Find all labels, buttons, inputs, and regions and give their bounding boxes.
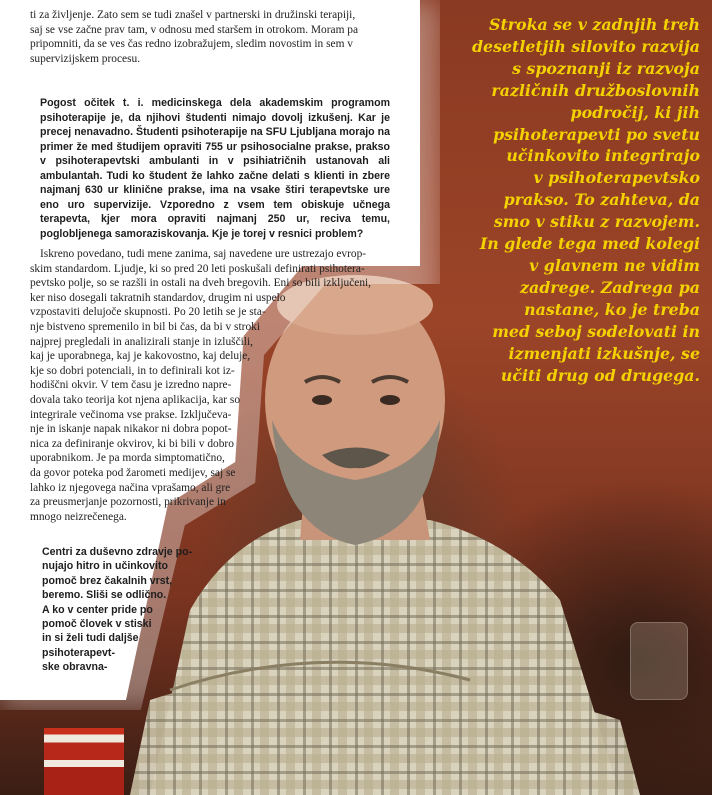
body-line: nje in iskanje napak nikakor ni dobra popot- (30, 423, 232, 436)
pull-quote-line: učiti drug od drugega. (500, 365, 700, 385)
body-line: nica za definiranje okvirov, ki bi bili v dobro (30, 437, 234, 450)
glass-object (630, 622, 688, 700)
sidebar-question (42, 545, 202, 675)
sidebar-line: beremo. Sliši se odlično. (42, 589, 167, 602)
pull-quote-line: Stroka se v zadnjih treh (489, 15, 700, 34)
body-line: da govor poteka pod žarometi medijev, saj se (30, 466, 236, 479)
pull-quote-line: v glavnem ne vidim (529, 255, 700, 275)
pull-quote-line: psihoterapevti po svetu (493, 124, 700, 144)
sidebar-line: Centri za duševno zdravje po- (42, 546, 193, 558)
pull-quote-line: izmenjati izkušnje, se (508, 343, 700, 363)
pull-quote-line: nastane, ko je treba (524, 299, 700, 319)
body-line: hodiščni okvir. V tem času je izredno napre- (30, 379, 232, 392)
body-line: saj se vse začne prav tam, v odnosu med staršem in otrokom. Moram pa (30, 23, 359, 36)
interview-question: Pogost očitek t. i. medicinskega dela akademskim programom psihoterapije je, da njihovi študenti nimajo dovolj izkušenj. Kar je precej nenavadno. Študenti psihoterapije na SFU Ljubljana morajo na primer že med študijem opraviti 755 ur psihosocialne prakse, prakso v psihoterapevtski ambulanti in v psihiatričnih ustanovah ali ambulantah. Tudi ko študent že lahko začne delati s klienti in zbere najmanj 630 ur klinične prakse, ima na vsake štiri terapevtske ure eno uro supervizije. Vzporedno z vsem tem obiskuje učnega terapevta, kjer mora opraviti najmanj 250 ur, reciva temu, poglobljenega samoraziskovanja. Kje je torej v resnici problem? (40, 97, 390, 240)
body-line: nje bistveno spremenilo in bil bi čas, da bi v stroki (30, 320, 260, 333)
pull-quote-line: zadrege. Zadrega pa (520, 277, 700, 297)
body-line: integrirale večinoma vse prakse. Izključeva- (30, 408, 232, 421)
body-line: za preusmerjanje pozornosti, prikrivanje in (30, 496, 226, 509)
pull-quote-line: področij, ki jih (570, 102, 700, 122)
article-body-answer (30, 247, 386, 524)
body-line: vzpostaviti delujoče skupnosti. Po 20 letih se je sta- (30, 306, 266, 319)
body-line: ker niso dosegali takratnih standardov, drugim ni uspelo (30, 291, 286, 304)
sidebar-line: in si želi tudi dalјše (42, 632, 139, 645)
body-line: kje so dobri potenciali, in to definirali kot iz- (30, 364, 235, 377)
sidebar-line: pomoč brez čakalnih vrst, (42, 574, 173, 587)
pull-quote-line: smo v stiku z razvojem. (493, 212, 700, 232)
body-line: pevtsko polje, so se razšli in ostali na dveh bregovih. Eni so bili izključeni, (30, 277, 372, 290)
pull-quote-line: desetletjih silovito razvija (472, 36, 700, 56)
article-body-intro (30, 8, 390, 66)
body-line: dovala tako teorija kot njena aplikacija, kar so (30, 393, 241, 406)
pull-quote-line: v psihoterapevtsko (533, 168, 700, 188)
pull-quote (452, 14, 700, 386)
body-line: ti za življenje. Zato sem se tudi znašel v partnerski in družinski terapiji, (30, 9, 356, 21)
body-line: uporabnikom. Je pa morda simptomatično, (30, 452, 225, 465)
sidebar-line: nujajo hitro in učinkovito (42, 560, 168, 573)
pull-quote-line: učinkovito integrirajo (506, 146, 700, 166)
pull-quote-line: različnih družboslovnih (491, 80, 700, 100)
sidebar-line: psihoterapevt- (42, 646, 115, 659)
body-line: lahko iz njegovega načina vprašamo, ali gre (30, 481, 231, 494)
pull-quote-line: prakso. To zahteva, da (503, 190, 700, 210)
stacked-books (44, 728, 124, 795)
pull-quote-line: med seboj sodelovati in (492, 321, 700, 341)
body-line: skim standardom. Ljudje, ki so pred 20 leti poskušali definirati psihotera- (30, 262, 365, 275)
body-line: mnogo neizrečenega. (30, 510, 127, 523)
sidebar-line: ske obravna- (42, 661, 108, 674)
pull-quote-line: In glede tega med kolegi (479, 234, 700, 254)
body-line: supervizijskem procesu. (30, 52, 141, 65)
body-line: pripomniti, da se ves čas redno izobražujem, sledim novostim in sem v (30, 38, 353, 51)
body-line: najprej pregledali in analizirali stanje in izluščili, (30, 335, 253, 348)
body-line: kaj je uporabnega, kaj je kakovostno, kaj deluje, (30, 350, 251, 363)
sidebar-line: A ko v center pride po (42, 603, 153, 616)
pull-quote-line: s spoznanji iz razvoja (512, 58, 700, 78)
sidebar-line: pomoč človek v stiski (42, 618, 152, 631)
body-line: Iskreno povedano, tudi mene zanima, saj navedene ure ustrezajo evrop- (40, 248, 367, 260)
